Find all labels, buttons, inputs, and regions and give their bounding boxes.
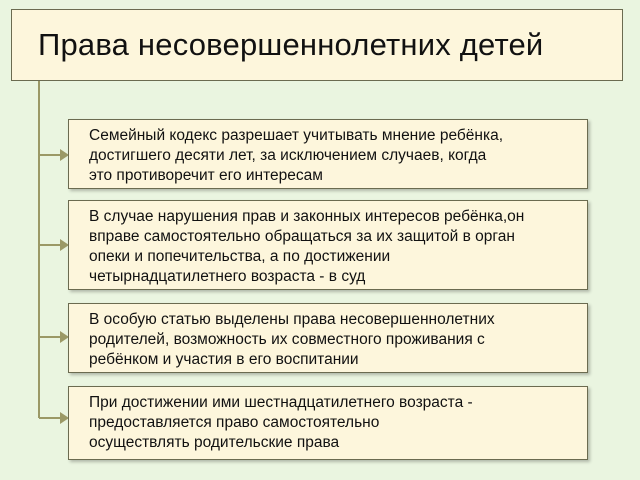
item-line: это противоречит его интересам	[89, 167, 323, 184]
item-box-4	[68, 386, 588, 460]
item-line: предоставляется право самостоятельно	[89, 414, 380, 431]
connector-branch-3	[39, 336, 61, 338]
item-line: опеки и попечительства, а по достижении	[89, 248, 391, 265]
diagram-title-text: Права несовершеннолетних детей	[38, 27, 544, 62]
item-line: родителей, возможность их совместного проживания с	[89, 331, 485, 348]
item-line: осуществлять родительские права	[89, 434, 340, 451]
connector-branch-4	[39, 417, 61, 419]
item-box-2	[68, 200, 588, 290]
item-box-3	[68, 303, 588, 373]
diagram-title	[11, 9, 623, 81]
item-line: При достижении ими шестнадцатилетнего возраста -	[89, 394, 473, 411]
item-line: вправе самостоятельно обращаться за их защитой в орган	[89, 228, 515, 245]
item-line: достигшего десяти лет, за исключением случаев, когда	[89, 147, 487, 164]
item-line: ребёнком и участия в его воспитании	[89, 351, 359, 368]
item-line: четырнадцатилетнего возраста - в суд	[89, 268, 366, 285]
item-line: Семейный кодекс разрешает учитывать мнение ребёнка,	[89, 127, 504, 144]
item-box-1	[68, 119, 588, 189]
connector-trunk	[38, 81, 40, 418]
connector-branch-1	[39, 154, 61, 156]
item-line: В случае нарушения прав и законных интересов ребёнка,он	[89, 208, 525, 225]
connector-branch-2	[39, 244, 61, 246]
item-line: В особую статью выделены права несовершеннолетних	[89, 311, 495, 328]
